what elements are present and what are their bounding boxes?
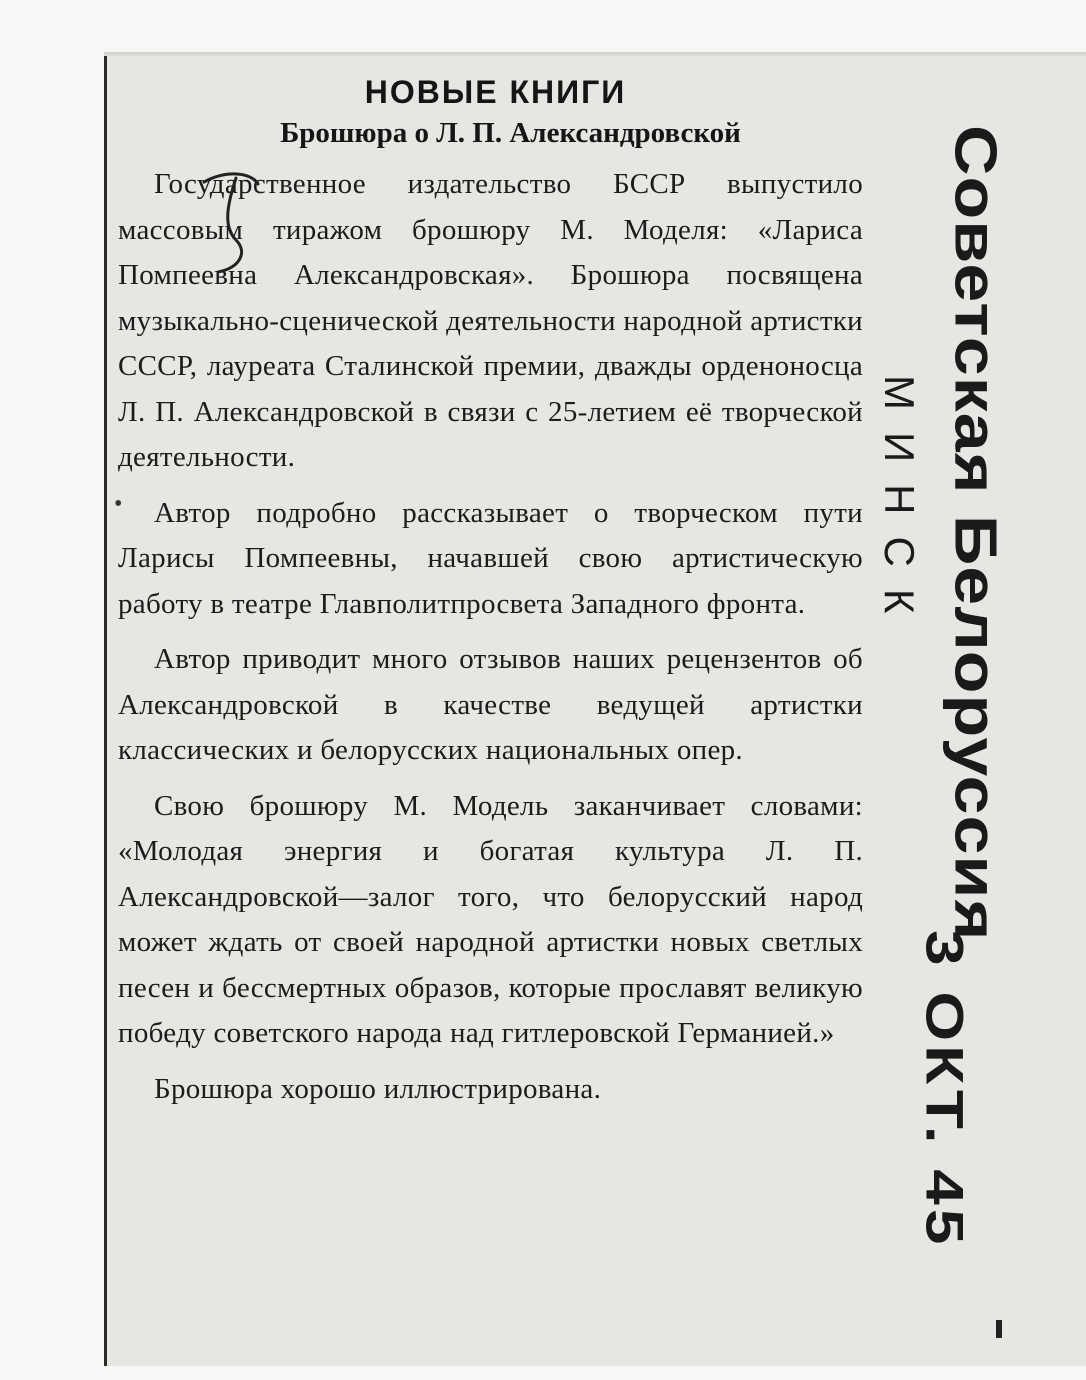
- article-paragraph-3: Автор приводит много отзывов наших рецензентов об Александровской в качестве ведущей артистки классических и белорусских национальных опер.: [118, 643, 863, 766]
- article-paragraph-5: Брошюра хорошо иллюстрирована.: [154, 1072, 602, 1105]
- stray-ink-mark: [996, 1320, 1002, 1338]
- stamp-city: МИНСК: [876, 375, 923, 636]
- bullet-dot-icon: •: [114, 490, 123, 517]
- article-headline: Брошюра о Л. П. Александровской: [280, 117, 741, 149]
- article-paragraph-2: Автор подробно рассказывает о творческом пути Ларисы Помпеевны, начавшей свою артистическую работу в театре Главполитпросвета Западного фронта.: [118, 496, 863, 620]
- article-paragraph-4: Свою брошюру М. Модель заканчивает словами: «Молодая энергия и богатая культура Л. П. Александровской—залог того, что белорусский народ может ждать от своей народной артистки новых светлых песен и бессмертных образов, которые прославят великую победу советского народа над гитлеровской Германией.»: [118, 789, 863, 1049]
- article-paragraph-1: Государственное издательство БССР выпустило массовым тиражом брошюру М. Моделя: «Лариса Помпеевна Александровская». Брошюра посвящена музыкально-сценической деятельности народной артистки СССР, лауреата Сталинской премии, дважды орденоносца Л. П. Александровской в связи с 25-летием её творческой деятельности.: [118, 168, 863, 473]
- section-title: НОВЫЕ КНИГИ: [364, 74, 627, 110]
- archive-stamp: [872, 125, 1082, 1355]
- stamp-newspaper-name: Советская Белоруссия: [942, 125, 1010, 942]
- stamp-date: 3 ОКТ. 45: [914, 930, 974, 1249]
- handwritten-mark-icon: [196, 168, 266, 278]
